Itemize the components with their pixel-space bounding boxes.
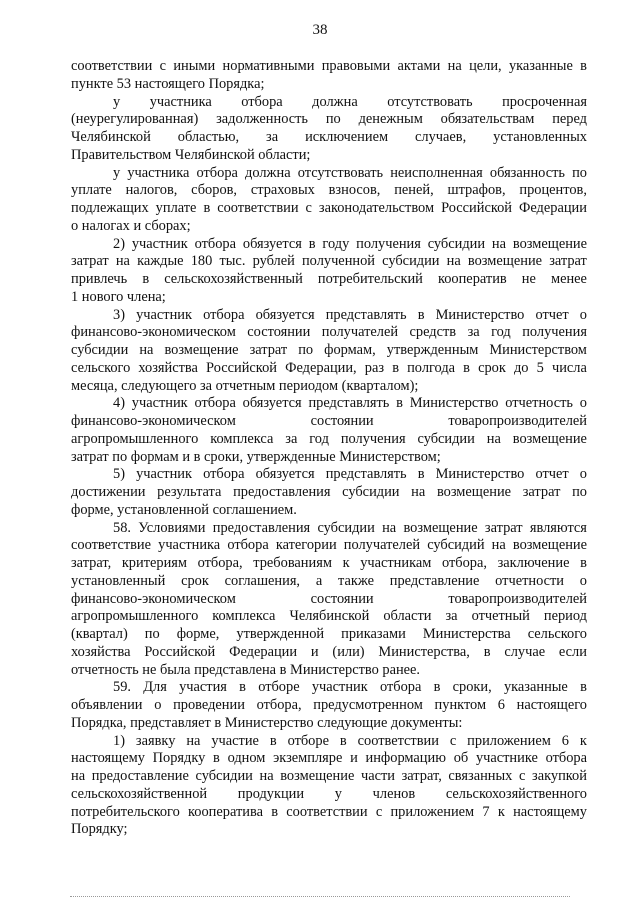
text-line: форме, установленной соглашением. xyxy=(71,501,297,518)
text-line: объявлении о проведении отбора, предусмотренном пунктом 6 настоящего xyxy=(71,697,587,713)
document-body xyxy=(71,58,587,839)
bottom-divider xyxy=(70,896,570,897)
text-line: затрат по формам и в сроки, утвержденные Министерством; xyxy=(71,448,441,465)
text-line: о налогах и сборах; xyxy=(71,217,191,234)
text-line: Правительством Челябинской области; xyxy=(71,146,311,163)
text-line: Порядку; xyxy=(71,821,128,838)
text-line: 2) участник отбора обязуется в году получения субсидии на возмещение xyxy=(113,235,587,252)
text-line: установленный срок соглашения, а также представление отчетности о xyxy=(71,572,587,589)
text-line: финансово-экономическом состоянии получателей средств за год получения xyxy=(71,324,587,341)
text-line: у участника отбора должна отсутствовать неисполненная обязанность по xyxy=(113,164,587,181)
text-line: затрат, критериям отбора, требованиям к участникам отбора, заключение в xyxy=(71,555,587,571)
text-line: привлечь в сельскохозяйственный потребительский кооператив не менее xyxy=(71,271,587,287)
text-line: 1) заявку на участие в отборе в соответствии с приложением 6 к xyxy=(113,732,587,749)
text-line: сельскохозяйственной продукции у членов сельскохозяйственного xyxy=(71,785,587,802)
text-line: агропромышленного комплекса за год получения субсидии на возмещение xyxy=(71,430,587,447)
text-line: на предоставление субсидии на возмещение части затрат, связанных с закупкой xyxy=(71,768,587,784)
text-line: уплате налогов, сборов, страховых взносов, пеней, штрафов, процентов, xyxy=(71,182,587,199)
text-line: финансово-экономическом состоянии товаропроизводителей xyxy=(71,590,587,607)
text-line: подлежащих уплате в соответствии с законодательством Российской Федерации xyxy=(71,200,587,216)
text-line: 4) участник отбора обязуется представлять в Министерство отчетность о xyxy=(113,395,587,412)
text-line: (неурегулированная) задолженность по денежным обязательствам перед xyxy=(71,111,587,128)
text-line: 3) участник отбора обязуется представлять в Министерство отчет о xyxy=(113,306,587,323)
text-line: потребительского кооператива в соответствии с приложением 7 к настоящему xyxy=(71,803,587,820)
text-line: настоящему Порядку в одном экземпляре и информацию об участнике отбора xyxy=(71,750,587,767)
text-line: сельского хозяйства Российской Федерации, раз в полгода в срок до 5 числа xyxy=(71,359,587,376)
page-number: 38 xyxy=(312,22,328,38)
text-line: 59. Для участия в отборе участник отбора в сроки, указанные в xyxy=(113,679,587,696)
text-line: субсидии на возмещение затрат по формам, утвержденным Министерством xyxy=(71,342,587,358)
text-line: Порядка, представляет в Министерство следующие документы: xyxy=(71,714,463,731)
text-line: (квартал) по форме, утвержденной приказами Министерства сельского xyxy=(71,626,587,642)
text-line: затрат на каждые 180 тыс. рублей полученной субсидии на возмещение затрат xyxy=(71,253,587,270)
text-line: Челябинской областью, за исключением случаев, установленных xyxy=(71,129,587,145)
text-line: агропромышленного комплекса Челябинской области за отчетный период xyxy=(71,608,587,625)
text-line: месяца, следующего за отчетным периодом (кварталом); xyxy=(71,377,419,394)
text-line: соответствие участника отбора категории получателей субсидий на возмещение xyxy=(71,537,587,554)
text-line: пункте 53 настоящего Порядка; xyxy=(71,75,265,92)
text-line: соответствии с иными нормативными правовыми актами на цели, указанные в xyxy=(71,58,587,74)
text-line: хозяйства Российской Федерации и (или) Министерства, в случае если xyxy=(71,643,587,660)
text-line: достижении результата предоставления субсидии на возмещение затрат по xyxy=(71,484,587,500)
text-line: финансово-экономическом состоянии товаропроизводителей xyxy=(71,413,587,429)
text-line: 1 нового члена; xyxy=(71,288,166,305)
text-line: отчетность не была представлена в Министерство ранее. xyxy=(71,661,421,678)
text-line: 5) участник отбора обязуется представлять в Министерство отчет о xyxy=(113,466,587,483)
text-line: у участника отбора должна отсутствовать просроченная xyxy=(113,93,587,110)
text-line: 58. Условиями предоставления субсидии на возмещение затрат являются xyxy=(113,519,587,536)
